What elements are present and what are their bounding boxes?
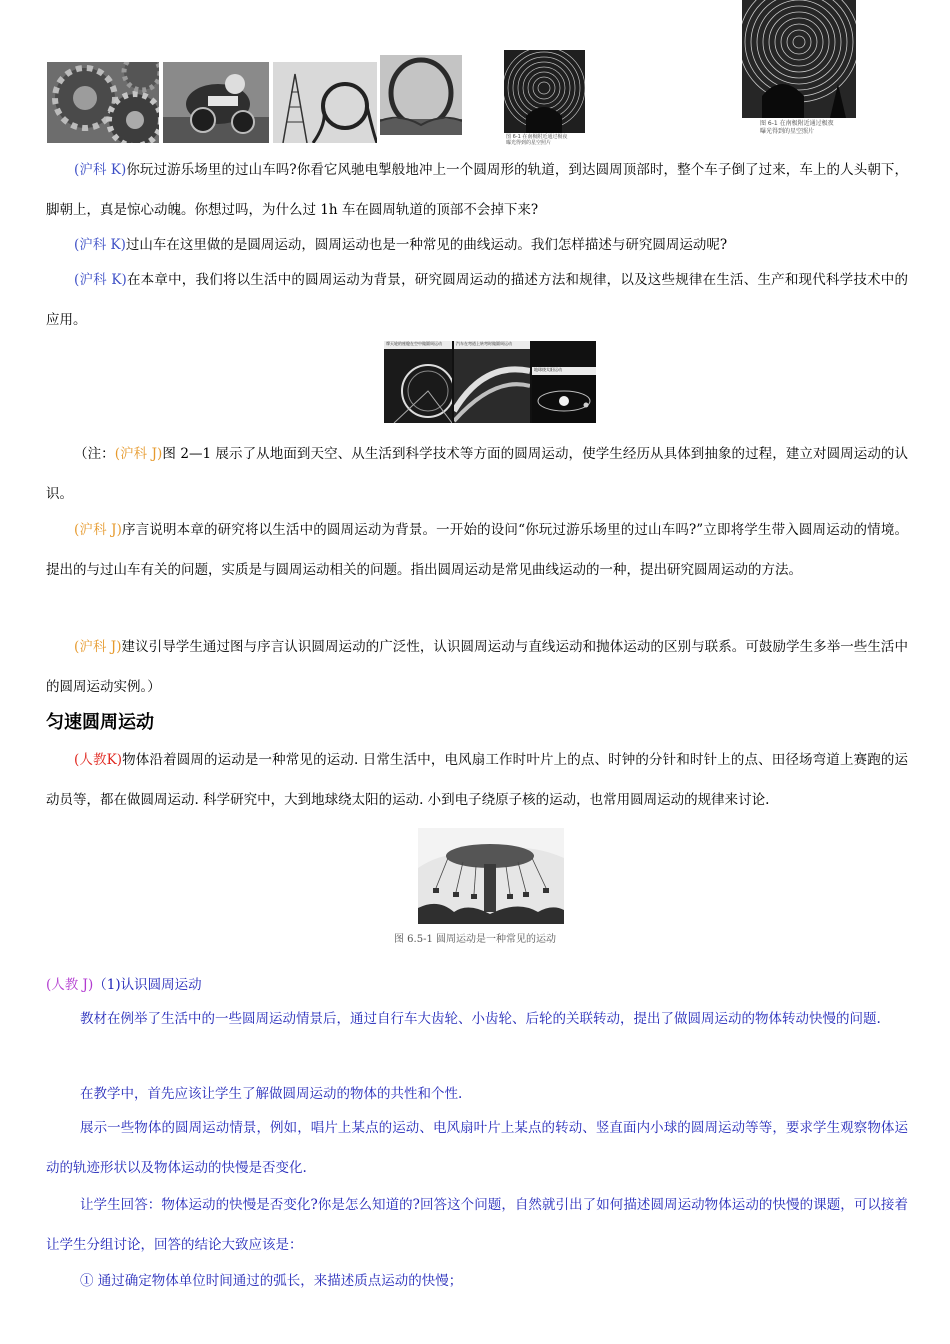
earth-orbit-panel bbox=[532, 367, 596, 423]
paragraph-12: 让学生回答：物体运动的快慢是否变化?你是怎么知道的?回答这个问题，自然就引出了如何描述圆周运动物体运动的快慢的课题，可以接着让学生分组讨论，回答的结论大致应该是： bbox=[46, 1197, 908, 1253]
paragraph-2 bbox=[46, 225, 908, 265]
paragraph-text: 图 2—1 展示了从地面到天空、从生活到科学技术等方面的圆周运动，使学生经历从具体到抽象的过程，建立对圆周运动的认识。 bbox=[46, 446, 908, 502]
source-tag: (沪科 J) bbox=[114, 446, 163, 462]
source-tag: (沪科 J) bbox=[74, 522, 122, 538]
paragraph-text: 过山车在这里做的是圆周运动，圆周运动也是一种常见的曲线运动。我们怎样描述与研究圆周运动呢? bbox=[125, 237, 728, 253]
loop-coaster-photo bbox=[380, 55, 462, 135]
panel-label-3: 地球绕太阳运动 bbox=[534, 367, 562, 372]
source-tag: (沪科 K) bbox=[74, 162, 127, 178]
circular-motion-figure bbox=[384, 341, 596, 423]
carousel-caption: 图 6.5-1 圆周运动是一种常见的运动 bbox=[393, 934, 556, 945]
paragraph-text: 建议引导学生通过图与序言认识圆周运动的广泛性，认识圆周运动与直线运动和抛体运动的区别与联系。可鼓励学生多举一些生活中的圆周运动实例。） bbox=[46, 639, 908, 695]
highway-curve-panel bbox=[454, 341, 530, 423]
star-trails-large-photo bbox=[742, 0, 856, 118]
paragraph-6 bbox=[46, 627, 908, 707]
motorcycle-photo bbox=[163, 62, 269, 143]
roller-coaster-photo bbox=[273, 62, 377, 143]
source-tag: (人教 J) bbox=[46, 977, 94, 993]
paragraph-text: 序言说明本章的研究将以生活中的圆周运动为背景。一开始的设问“你玩过游乐场里的过山车吗?”立即将学生带入圆周运动的情境。 提出的与过山车有关的问题，实质是与圆周运动相关的问题。指出圆周运动是常见曲线运动的一种，提出研究圆周运动的方法。 bbox=[46, 522, 908, 578]
source-tag: (沪科 K) bbox=[74, 237, 126, 253]
section-heading: 匀速圆周运动 bbox=[46, 712, 154, 733]
paragraph-4 bbox=[46, 434, 908, 514]
paragraph-9: 教材在例举了生活中的一些圆周运动情景后，通过自行车大齿轮、小齿轮、后轮的关联转动，提出了做圆周运动的物体转动快慢的问题. bbox=[80, 1011, 881, 1027]
source-tag: (沪科 K) bbox=[74, 272, 127, 288]
paragraph-7 bbox=[46, 740, 908, 820]
paragraph-5 bbox=[46, 510, 908, 590]
source-tag: (沪科 J) bbox=[74, 639, 122, 655]
panel-label-1: 摩天轮的座舱在空中做圆周运动 bbox=[386, 341, 442, 346]
source-tag: (人教K) bbox=[74, 752, 123, 768]
paragraph-text: 你玩过游乐场里的过山车吗?你看它风驰电掣般地冲上一个圆周形的轨道，到达圆周顶部时，整个车子倒了过来，车上的人头朝下，脚朝上，真是惊心动魄。你想过吗，为什么过 1h 车在圆周轨道的顶部不会掉下来? bbox=[46, 162, 908, 218]
swing-carousel-photo bbox=[418, 828, 564, 924]
panel-label-2: 汽车在弯道上转弯时做圆周运动 bbox=[456, 341, 512, 346]
ferris-wheel-panel bbox=[384, 341, 452, 423]
paragraph-text: 在本章中，我们将以生活中的圆周运动为背景，研究圆周运动的描述方法和规律，以及这些规律在生活、生产和现代科学技术中的应用。 bbox=[46, 272, 909, 328]
paragraph-13: ① 通过确定物体单位时间通过的弧长，来描述质点运动的快慢； bbox=[80, 1273, 463, 1289]
paragraph-11: 展示一些物体的圆周运动情景，例如，唱片上某点的运动、电风扇叶片上某点的转动、竖直面内小球的圆周运动等等，要求学生观察物体运动的轨迹形状以及物体运动的快慢是否变化. bbox=[46, 1120, 908, 1176]
gears-photo bbox=[47, 62, 159, 143]
paragraph-8 bbox=[46, 975, 908, 995]
star-trails-large-caption: 图 6-1 在南极附近通过极夜 曝光得到的星空照片 bbox=[760, 120, 834, 135]
paragraph-10: 在教学中，首先应该让学生了解做圆周运动的物体的共性和个性. bbox=[80, 1086, 463, 1102]
paragraph-text: （1)认识圆周运动 bbox=[93, 977, 202, 993]
star-trails-small-photo bbox=[504, 50, 585, 133]
paragraph-3 bbox=[46, 260, 908, 340]
paragraph-text: 物体沿着圆周的运动是一种常见的运动. 日常生活中，电风扇工作时叶片上的点、时钟的分针和时针上的点、田径场弯道上赛跑的运动员等，都在做圆周运动. 科学研究中，大到地球绕太阳的运动. 小到电子绕原子核的运动，也常用圆周运动的规律来讨论. bbox=[46, 752, 908, 808]
star-trails-small-caption: 图 6-1 在南极附近通过极夜 曝光得到的星空照片 bbox=[506, 134, 568, 146]
paragraph-1 bbox=[46, 150, 908, 230]
note-prefix: （注： bbox=[74, 446, 115, 462]
